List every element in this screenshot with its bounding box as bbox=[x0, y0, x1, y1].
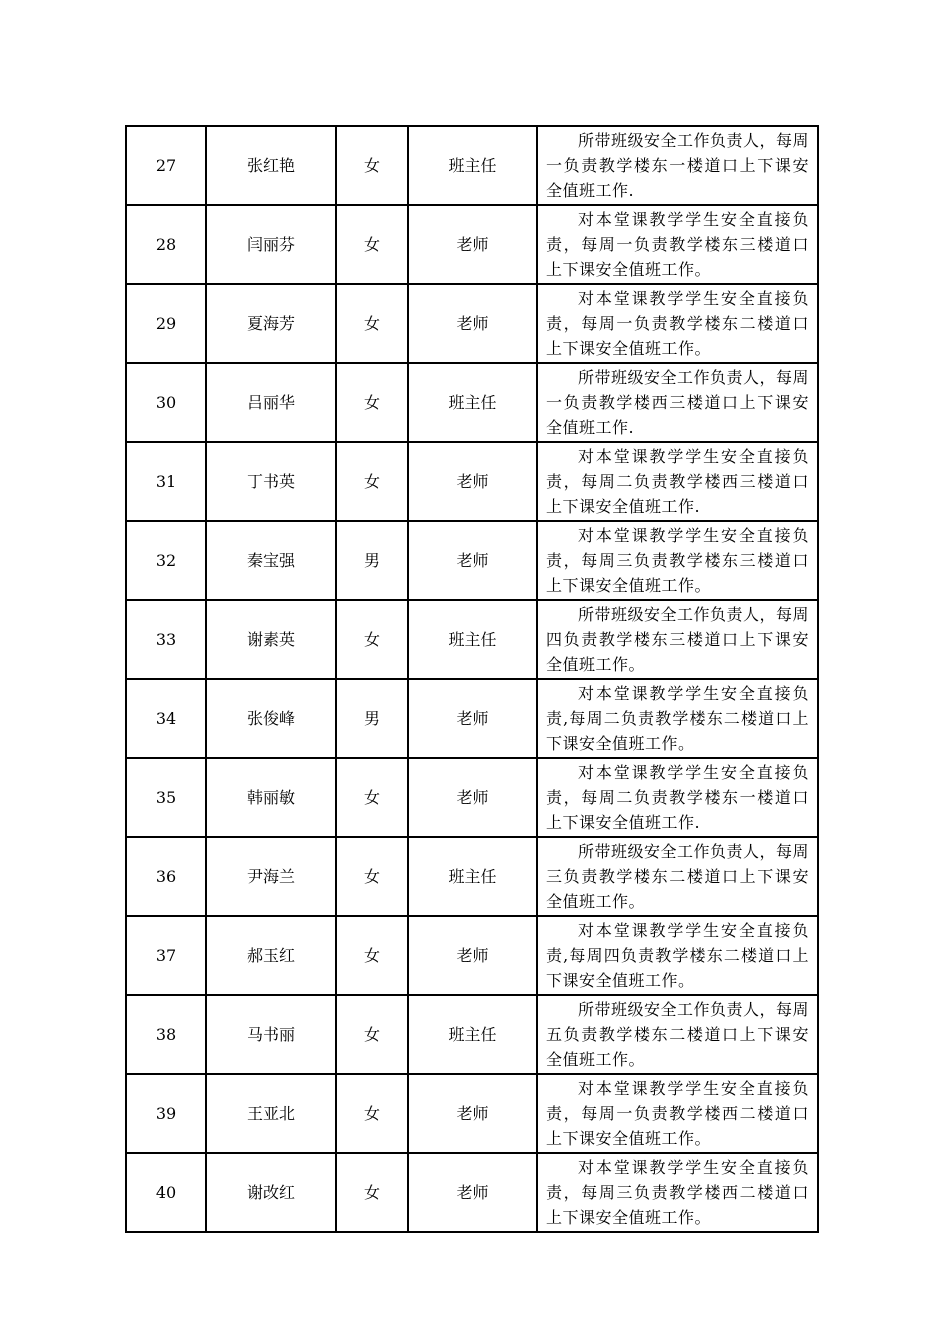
gender-cell: 女 bbox=[336, 1074, 408, 1153]
gender-cell: 女 bbox=[336, 758, 408, 837]
table-row bbox=[126, 679, 818, 758]
row-number-cell: 31 bbox=[126, 442, 206, 521]
role-cell: 老师 bbox=[408, 758, 537, 837]
gender-cell: 女 bbox=[336, 600, 408, 679]
row-number-cell: 36 bbox=[126, 837, 206, 916]
duty-description-cell: 所带班级安全工作负责人，每周三负责教学楼东二楼道口上下课安全值班工作。 bbox=[537, 837, 818, 916]
staff-name-cell: 闫丽芬 bbox=[206, 205, 336, 284]
staff-name-cell: 夏海芳 bbox=[206, 284, 336, 363]
row-number-cell: 38 bbox=[126, 995, 206, 1074]
role-cell: 老师 bbox=[408, 679, 537, 758]
gender-cell: 女 bbox=[336, 363, 408, 442]
duty-description-cell: 对本堂课教学学生安全直接负责，每周一负责教学楼东三楼道口上下课安全值班工作。 bbox=[537, 205, 818, 284]
table-row bbox=[126, 363, 818, 442]
table-row bbox=[126, 1153, 818, 1232]
role-cell: 班主任 bbox=[408, 126, 537, 205]
role-cell: 老师 bbox=[408, 284, 537, 363]
staff-name-cell: 吕丽华 bbox=[206, 363, 336, 442]
gender-cell: 女 bbox=[336, 916, 408, 995]
row-number-cell: 30 bbox=[126, 363, 206, 442]
staff-name-cell: 郝玉红 bbox=[206, 916, 336, 995]
duty-description-cell: 对本堂课教学学生安全直接负责，每周二负责教学楼西三楼道口上下课安全值班工作. bbox=[537, 442, 818, 521]
staff-name-cell: 张俊峰 bbox=[206, 679, 336, 758]
duty-description-cell: 所带班级安全工作负责人，每周一负责教学楼东一楼道口上下课安全值班工作. bbox=[537, 126, 818, 205]
duty-description-cell: 对本堂课教学学生安全直接负责，每周三负责教学楼东三楼道口上下课安全值班工作。 bbox=[537, 521, 818, 600]
row-number-cell: 37 bbox=[126, 916, 206, 995]
gender-cell: 女 bbox=[336, 837, 408, 916]
staff-name-cell: 丁书英 bbox=[206, 442, 336, 521]
row-number-cell: 29 bbox=[126, 284, 206, 363]
gender-cell: 女 bbox=[336, 995, 408, 1074]
role-cell: 班主任 bbox=[408, 837, 537, 916]
row-number-cell: 28 bbox=[126, 205, 206, 284]
gender-cell: 女 bbox=[336, 284, 408, 363]
gender-cell: 女 bbox=[336, 205, 408, 284]
row-number-cell: 32 bbox=[126, 521, 206, 600]
duty-description-cell: 对本堂课教学学生安全直接负责，每周一负责教学楼西二楼道口上下课安全值班工作。 bbox=[537, 1074, 818, 1153]
role-cell: 老师 bbox=[408, 1074, 537, 1153]
gender-cell: 女 bbox=[336, 1153, 408, 1232]
role-cell: 老师 bbox=[408, 442, 537, 521]
row-number-cell: 39 bbox=[126, 1074, 206, 1153]
row-number-cell: 34 bbox=[126, 679, 206, 758]
table-row bbox=[126, 995, 818, 1074]
table-row bbox=[126, 837, 818, 916]
duty-description-cell: 对本堂课教学学生安全直接负责，每周三负责教学楼西二楼道口上下课安全值班工作。 bbox=[537, 1153, 818, 1232]
gender-cell: 女 bbox=[336, 126, 408, 205]
table-body bbox=[126, 126, 818, 1232]
staff-name-cell: 马书丽 bbox=[206, 995, 336, 1074]
role-cell: 班主任 bbox=[408, 363, 537, 442]
duty-description-cell: 对本堂课教学学生安全直接负责,每周二负责教学楼东二楼道口上下课安全值班工作。 bbox=[537, 679, 818, 758]
staff-name-cell: 尹海兰 bbox=[206, 837, 336, 916]
staff-name-cell: 王亚北 bbox=[206, 1074, 336, 1153]
row-number-cell: 27 bbox=[126, 126, 206, 205]
table-row bbox=[126, 916, 818, 995]
table-row bbox=[126, 1074, 818, 1153]
row-number-cell: 40 bbox=[126, 1153, 206, 1232]
staff-name-cell: 秦宝强 bbox=[206, 521, 336, 600]
staff-name-cell: 韩丽敏 bbox=[206, 758, 336, 837]
row-number-cell: 33 bbox=[126, 600, 206, 679]
gender-cell: 女 bbox=[336, 442, 408, 521]
duty-description-cell: 所带班级安全工作负责人，每周一负责教学楼西三楼道口上下课安全值班工作. bbox=[537, 363, 818, 442]
table-row bbox=[126, 600, 818, 679]
duty-description-cell: 对本堂课教学学生安全直接负责,每周四负责教学楼东二楼道口上下课安全值班工作。 bbox=[537, 916, 818, 995]
role-cell: 老师 bbox=[408, 205, 537, 284]
role-cell: 老师 bbox=[408, 521, 537, 600]
gender-cell: 男 bbox=[336, 521, 408, 600]
table-row bbox=[126, 284, 818, 363]
table-row bbox=[126, 758, 818, 837]
staff-name-cell: 谢改红 bbox=[206, 1153, 336, 1232]
staff-name-cell: 谢素英 bbox=[206, 600, 336, 679]
duty-description-cell: 对本堂课教学学生安全直接负责，每周一负责教学楼东二楼道口上下课安全值班工作。 bbox=[537, 284, 818, 363]
duty-description-cell: 所带班级安全工作负责人，每周四负责教学楼东三楼道口上下课安全值班工作。 bbox=[537, 600, 818, 679]
table-row bbox=[126, 442, 818, 521]
safety-duty-table bbox=[125, 125, 819, 1233]
duty-description-cell: 所带班级安全工作负责人，每周五负责教学楼东二楼道口上下课安全值班工作。 bbox=[537, 995, 818, 1074]
staff-name-cell: 张红艳 bbox=[206, 126, 336, 205]
table-row bbox=[126, 126, 818, 205]
duty-description-cell: 对本堂课教学学生安全直接负责，每周二负责教学楼东一楼道口上下课安全值班工作. bbox=[537, 758, 818, 837]
role-cell: 班主任 bbox=[408, 995, 537, 1074]
role-cell: 老师 bbox=[408, 1153, 537, 1232]
gender-cell: 男 bbox=[336, 679, 408, 758]
row-number-cell: 35 bbox=[126, 758, 206, 837]
table-row bbox=[126, 205, 818, 284]
role-cell: 老师 bbox=[408, 916, 537, 995]
table-row bbox=[126, 521, 818, 600]
role-cell: 班主任 bbox=[408, 600, 537, 679]
